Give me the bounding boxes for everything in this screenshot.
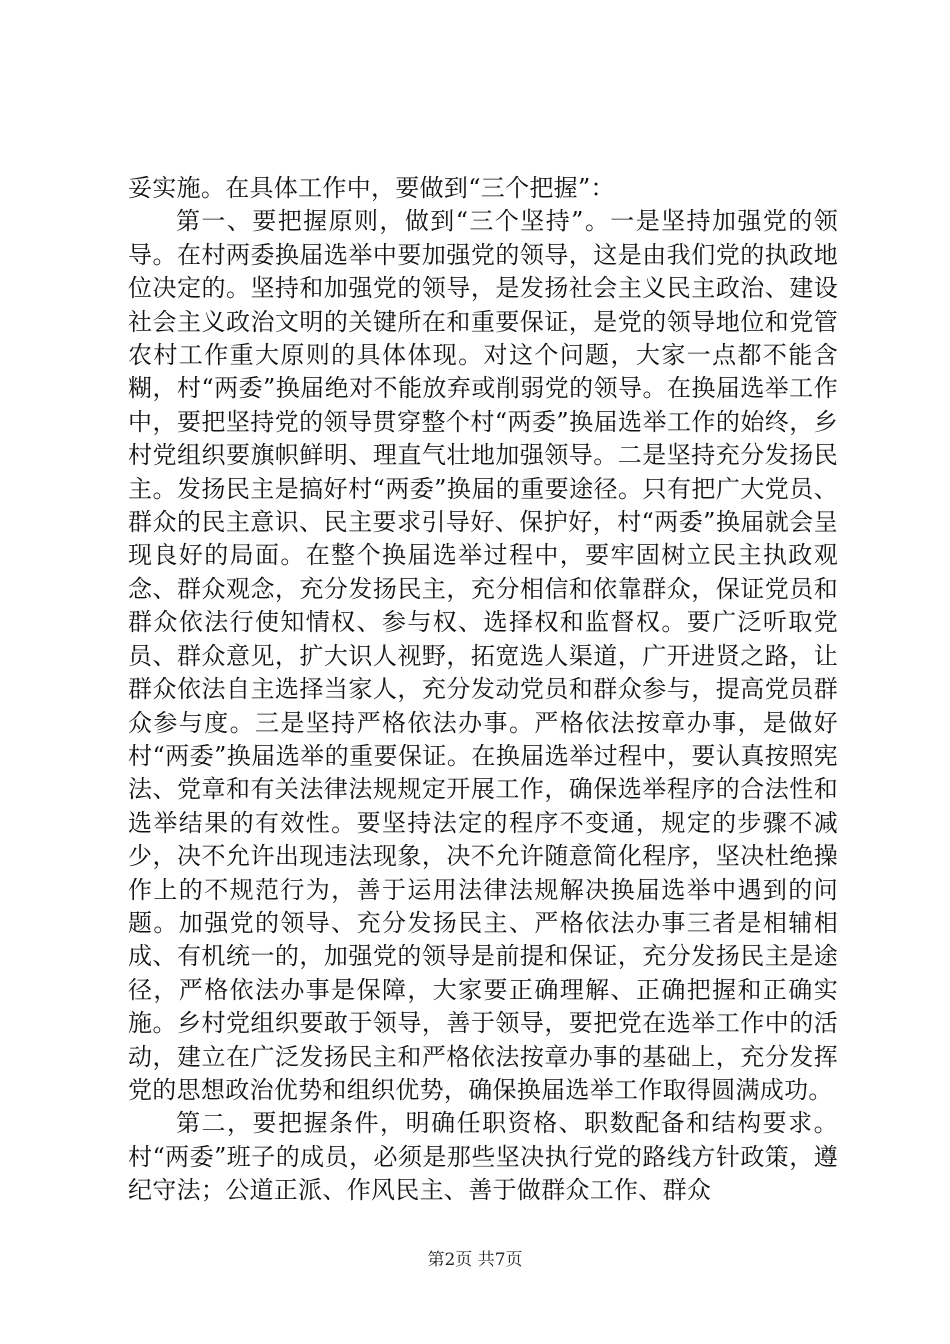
- paragraph-3: 第二，要把握条件，明确任职资格、职数配备和结构要求。村“两委”班子的成员，必须是那些坚决执行党的路线方针政策，遵纪守法；公道正派、作风民主、善于做群众工作、群众: [128, 1109, 838, 1205]
- document-body: [128, 172, 838, 1208]
- paragraph-1: 妥实施。在具体工作中，要做到“三个把握”：: [128, 174, 615, 202]
- paragraph-2: 第一、要把握原则，做到“三个坚持”。一是坚持加强党的领导。在村两委换届选举中要加强党的领导，这是由我们党的执政地位决定的。坚持和加强党的领导，是发扬社会主义民主政治、建设社会主义政治文明的关键所在和重要保证，是党的领导地位和党管农村工作重大原则的具体体现。对这个问题，大家一点都不能含糊，村“两委”换届绝对不能放弃或削弱党的领导。在换届选举工作中，要把坚持党的领导贯穿整个村“两委”换届选举工作的始终，乡村党组织要旗帜鲜明、理直气壮地加强领导。二是坚持充分发扬民主。发扬民主是搞好村“两委”换届的重要途径。只有把广大党员、群众的民主意识、民主要求引导好、保护好，村“两委”换届就会呈现良好的局面。在整个换届选举过程中，要牢固树立民主执政观念、群众观念，充分发扬民主，充分相信和依靠群众，保证党员和群众依法行使知情权、参与权、选择权和监督权。要广泛听取党员、群众意见，扩大识人视野，拓宽选人渠道，广开进贤之路，让群众依法自主选择当家人，充分发动党员和群众参与，提高党员群众参与度。三是坚持严格依法办事。严格依法按章办事，是做好村“两委”换届选举的重要保证。在换届选举过程中，要认真按照宪法、党章和有关法律法规规定开展工作，确保选举程序的合法性和选举结果的有效性。要坚持法定的程序不变通，规定的步骤不减少，决不允许出现违法现象，决不允许随意简化程序，坚决杜绝操作上的不规范行为，善于运用法律法规解决换届选举中遇到的问题。加强党的领导、充分发扬民主、严格依法办事三者是相辅相成、有机统一的，加强党的领导是前提和保证，充分发扬民主是途径，严格依法办事是保障，大家要正确理解、正确把握和正确实施。乡村党组织要敢于领导，善于领导，要把党在选举工作中的活动，建立在广泛发扬民主和严格依法按章办事的基础上，充分发挥党的思想政治优势和组织优势，确保换届选举工作取得圆满成功。: [128, 207, 838, 1104]
- page-number-footer: 第2页 共7页: [427, 1250, 523, 1270]
